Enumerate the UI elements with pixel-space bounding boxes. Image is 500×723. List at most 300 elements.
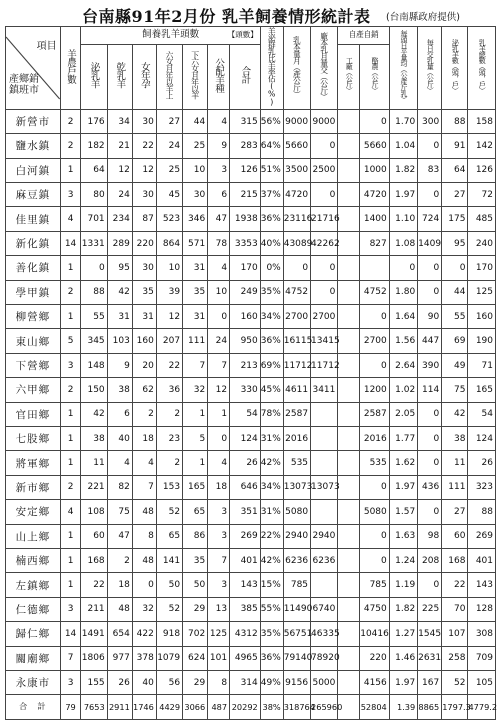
cell-processing bbox=[338, 402, 360, 426]
cell-farms: 1 bbox=[60, 402, 81, 426]
cell-daily-avg: 1.02 bbox=[389, 378, 417, 402]
cell-daily-avg: 1.62 bbox=[389, 451, 417, 475]
cell-bucks: 47 bbox=[208, 207, 230, 231]
cell-farms: 5 bbox=[60, 329, 81, 353]
cell-dry: 26 bbox=[107, 670, 132, 694]
cell-bucks: 7 bbox=[208, 353, 230, 377]
cell-pregnant: 2 bbox=[132, 402, 156, 426]
cell-production: 5080 bbox=[283, 500, 310, 524]
header-factory-delivery: 廠本乳月量交（公斤） bbox=[311, 27, 338, 110]
cell-production: 9156 bbox=[283, 670, 310, 694]
cell-total-head: 165 bbox=[468, 378, 496, 402]
cell-farms: 4 bbox=[60, 207, 81, 231]
cell-under6: 29 bbox=[183, 670, 208, 694]
cell-production: 2940 bbox=[283, 524, 310, 548]
cell-dairy: 2700 bbox=[360, 329, 390, 353]
cell-over6: 22 bbox=[156, 353, 182, 377]
cell-daily-avg: 1.10 bbox=[389, 207, 417, 231]
cell-total: 314 bbox=[230, 670, 261, 694]
cell-farms: 1 bbox=[60, 256, 81, 280]
cell-bucks: 101 bbox=[208, 646, 230, 670]
cell-bucks: 78 bbox=[208, 231, 230, 255]
statistics-table bbox=[5, 26, 496, 720]
cell-under6: 86 bbox=[183, 524, 208, 548]
cell-daily-avg: 1.46 bbox=[389, 646, 417, 670]
cell-factory: 2700 bbox=[311, 305, 338, 329]
cell-pregnant: 62 bbox=[132, 378, 156, 402]
cell-over6: 1079 bbox=[156, 646, 182, 670]
cell-over6: 153 bbox=[156, 475, 182, 499]
cell-total: 385 bbox=[230, 597, 261, 621]
cell-ratio: 42% bbox=[260, 451, 283, 475]
cell-dairy bbox=[360, 256, 390, 280]
cell-processing bbox=[338, 548, 360, 572]
table-row bbox=[6, 256, 496, 280]
cell-name: 白河鎮 bbox=[6, 158, 61, 182]
cell-under6: 571 bbox=[183, 231, 208, 255]
cell-daily-avg: 1.08 bbox=[389, 231, 417, 255]
cell-factory bbox=[311, 573, 338, 597]
cell-factory: 3411 bbox=[311, 378, 338, 402]
cell-production: 4752 bbox=[283, 280, 310, 304]
header-dairy-farm: 酪農（公斤） bbox=[360, 44, 390, 109]
cell-bucks: 0 bbox=[208, 305, 230, 329]
cell-daily-avg: 1.27 bbox=[389, 622, 417, 646]
cell-bucks: 3 bbox=[208, 573, 230, 597]
cell-daily-avg: 1.63 bbox=[389, 524, 417, 548]
cell-bucks: 487 bbox=[208, 695, 230, 719]
table-row bbox=[6, 183, 496, 207]
cell-pregnant: 378 bbox=[132, 646, 156, 670]
cell-under6: 30 bbox=[183, 183, 208, 207]
table-row bbox=[6, 231, 496, 255]
cell-production: 2700 bbox=[283, 305, 310, 329]
page-title: 台南縣91年2月份 乳羊飼養情形統計表 bbox=[82, 7, 371, 26]
cell-ratio: 56% bbox=[260, 109, 283, 133]
cell-daily-delivery: 0 bbox=[418, 426, 442, 450]
cell-total: 160 bbox=[230, 305, 261, 329]
cell-dry: 47 bbox=[107, 524, 132, 548]
cell-ratio: 36% bbox=[260, 329, 283, 353]
cell-name: 東山鄉 bbox=[6, 329, 61, 353]
header-total: 合計 bbox=[230, 44, 261, 109]
cell-total: 54 bbox=[230, 402, 261, 426]
cell-pregnant: 48 bbox=[132, 500, 156, 524]
cell-milking: 108 bbox=[81, 500, 107, 524]
cell-production: 6236 bbox=[283, 548, 310, 572]
cell-production: 785 bbox=[283, 573, 310, 597]
cell-pregnant: 30 bbox=[132, 256, 156, 280]
source-note: (台南縣政府提供) bbox=[386, 12, 460, 23]
cell-farms: 79 bbox=[60, 695, 81, 719]
cell-over6: 523 bbox=[156, 207, 182, 231]
cell-factory: 0 bbox=[311, 256, 338, 280]
header-daily-avg: 毎頭日平量均（公產斤乳） bbox=[389, 27, 417, 110]
cell-pregnant: 20 bbox=[132, 353, 156, 377]
table-row bbox=[6, 158, 496, 182]
cell-pregnant: 30 bbox=[132, 183, 156, 207]
cell-daily-delivery: 114 bbox=[418, 378, 442, 402]
cell-under6: 35 bbox=[183, 280, 208, 304]
cell-total: 401 bbox=[230, 548, 261, 572]
cell-over6: 4429 bbox=[156, 695, 182, 719]
cell-milk-head: 11 bbox=[442, 451, 468, 475]
cell-milking: 1491 bbox=[81, 622, 107, 646]
cell-daily-avg: 1.57 bbox=[389, 500, 417, 524]
cell-total: 1938 bbox=[230, 207, 261, 231]
cell-total-head: 158 bbox=[468, 109, 496, 133]
cell-milking: 88 bbox=[81, 280, 107, 304]
cell-production: 5660 bbox=[283, 134, 310, 158]
cell-total: 170 bbox=[230, 256, 261, 280]
cell-daily-avg: 0 bbox=[389, 256, 417, 280]
cell-pregnant: 40 bbox=[132, 670, 156, 694]
cell-farms: 1 bbox=[60, 451, 81, 475]
header-pregnant: 女年孕 bbox=[132, 44, 156, 109]
cell-daily-delivery: 0 bbox=[418, 451, 442, 475]
cell-production: 535 bbox=[283, 451, 310, 475]
cell-milking: 42 bbox=[81, 402, 107, 426]
cell-farms: 7 bbox=[60, 646, 81, 670]
cell-ratio: 31% bbox=[260, 500, 283, 524]
cell-daily-avg: 1.97 bbox=[389, 183, 417, 207]
cell-factory bbox=[311, 451, 338, 475]
header-over6: 六女月年以羊上 bbox=[156, 44, 182, 109]
cell-name: 歸仁鄉 bbox=[6, 622, 61, 646]
cell-daily-delivery: 2631 bbox=[418, 646, 442, 670]
cell-dairy: 0 bbox=[360, 475, 390, 499]
cell-under6: 111 bbox=[183, 329, 208, 353]
cell-bucks: 4 bbox=[208, 451, 230, 475]
cell-dry: 38 bbox=[107, 378, 132, 402]
cell-name: 佳里鎮 bbox=[6, 207, 61, 231]
cell-processing bbox=[338, 329, 360, 353]
cell-total: 20292 bbox=[230, 695, 261, 719]
header-unit: 【頭數】 bbox=[227, 30, 258, 39]
cell-dairy: 2016 bbox=[360, 426, 390, 450]
cell-under6: 346 bbox=[183, 207, 208, 231]
cell-dry: 654 bbox=[107, 622, 132, 646]
cell-milking: 182 bbox=[81, 134, 107, 158]
cell-dairy: 4720 bbox=[360, 183, 390, 207]
cell-milking: 38 bbox=[81, 426, 107, 450]
cell-processing bbox=[338, 378, 360, 402]
cell-under6: 624 bbox=[183, 646, 208, 670]
cell-milking: 64 bbox=[81, 158, 107, 182]
cell-farms: 4 bbox=[60, 500, 81, 524]
cell-total-head: 71 bbox=[468, 353, 496, 377]
table-row bbox=[6, 670, 496, 694]
table-row bbox=[6, 305, 496, 329]
cell-processing bbox=[338, 524, 360, 548]
cell-bucks: 12 bbox=[208, 378, 230, 402]
cell-dairy: 535 bbox=[360, 451, 390, 475]
cell-dry: 82 bbox=[107, 475, 132, 499]
cell-ratio: 40% bbox=[260, 231, 283, 255]
cell-dairy: 4752 bbox=[360, 280, 390, 304]
cell-total: 646 bbox=[230, 475, 261, 499]
cell-factory: 2500 bbox=[311, 158, 338, 182]
cell-over6: 36 bbox=[156, 378, 182, 402]
cell-over6: 2 bbox=[156, 402, 182, 426]
cell-ratio: 42% bbox=[260, 548, 283, 572]
cell-ratio: 34% bbox=[260, 305, 283, 329]
cell-dairy: 5660 bbox=[360, 134, 390, 158]
cell-total-head: 269 bbox=[468, 524, 496, 548]
table-row bbox=[6, 573, 496, 597]
cell-daily-delivery: 0 bbox=[418, 402, 442, 426]
cell-farms: 1 bbox=[60, 426, 81, 450]
cell-dry: 6 bbox=[107, 402, 132, 426]
cell-milk-head: 27 bbox=[442, 500, 468, 524]
cell-pregnant: 18 bbox=[132, 426, 156, 450]
cell-total: 124 bbox=[230, 426, 261, 450]
cell-total-head: 485 bbox=[468, 207, 496, 231]
cell-pregnant: 35 bbox=[132, 280, 156, 304]
cell-production: 23116 bbox=[283, 207, 310, 231]
cell-dairy: 0 bbox=[360, 109, 390, 133]
cell-over6: 864 bbox=[156, 231, 182, 255]
cell-production: 0 bbox=[283, 256, 310, 280]
header-bucks: 公配羊種 bbox=[208, 44, 230, 109]
cell-daily-delivery: 98 bbox=[418, 524, 442, 548]
cell-total: 3353 bbox=[230, 231, 261, 255]
cell-daily-delivery: 167 bbox=[418, 670, 442, 694]
cell-pregnant: 1746 bbox=[132, 695, 156, 719]
cell-production: 4611 bbox=[283, 378, 310, 402]
table-row bbox=[6, 109, 496, 133]
header-group-sheep-count bbox=[81, 27, 260, 45]
cell-daily-delivery: 225 bbox=[418, 597, 442, 621]
cell-ratio: 38% bbox=[260, 695, 283, 719]
cell-daily-avg: 1.82 bbox=[389, 158, 417, 182]
cell-farms: 2 bbox=[60, 134, 81, 158]
cell-dry: 2 bbox=[107, 548, 132, 572]
title-row bbox=[0, 0, 500, 26]
cell-processing bbox=[338, 573, 360, 597]
cell-total: 26 bbox=[230, 451, 261, 475]
cell-milk-head: 88 bbox=[442, 109, 468, 133]
cell-factory: 42262 bbox=[311, 231, 338, 255]
cell-total-head: 54 bbox=[468, 402, 496, 426]
cell-name: 柳營鄉 bbox=[6, 305, 61, 329]
cell-processing bbox=[338, 597, 360, 621]
cell-factory: 0 bbox=[311, 280, 338, 304]
header-under6: 下六女月年以羊 bbox=[183, 44, 208, 109]
cell-name: 鹽水鎮 bbox=[6, 134, 61, 158]
cell-total: 269 bbox=[230, 524, 261, 548]
cell-daily-delivery: 724 bbox=[418, 207, 442, 231]
cell-pregnant: 0 bbox=[132, 573, 156, 597]
cell-name: 仁德鄉 bbox=[6, 597, 61, 621]
cell-daily-avg: 1.70 bbox=[389, 109, 417, 133]
header-total-head: 乳羊總數（頭，戶） bbox=[468, 27, 496, 110]
cell-milk-head: 107 bbox=[442, 622, 468, 646]
cell-total: 351 bbox=[230, 500, 261, 524]
cell-ratio: 55% bbox=[260, 597, 283, 621]
cell-milk-head: 69 bbox=[442, 329, 468, 353]
cell-dairy: 0 bbox=[360, 353, 390, 377]
cell-milking: 155 bbox=[81, 670, 107, 694]
cell-over6: 141 bbox=[156, 548, 182, 572]
cell-factory: 78920 bbox=[311, 646, 338, 670]
cell-processing bbox=[338, 426, 360, 450]
cell-name: 楠西鄉 bbox=[6, 548, 61, 572]
cell-processing bbox=[338, 305, 360, 329]
cell-dairy: 785 bbox=[360, 573, 390, 597]
table-row bbox=[6, 451, 496, 475]
cell-processing bbox=[338, 256, 360, 280]
cell-milk-head: 38 bbox=[442, 426, 468, 450]
cell-dairy: 827 bbox=[360, 231, 390, 255]
cell-milking: 0 bbox=[81, 256, 107, 280]
cell-milk-head: 258 bbox=[442, 646, 468, 670]
cell-bucks: 3 bbox=[208, 524, 230, 548]
table-row bbox=[6, 500, 496, 524]
cell-name: 左鎮鄉 bbox=[6, 573, 61, 597]
cell-processing bbox=[338, 134, 360, 158]
cell-name: 永康市 bbox=[6, 670, 61, 694]
cell-total: 315 bbox=[230, 109, 261, 133]
cell-farms: 1 bbox=[60, 573, 81, 597]
cell-factory bbox=[311, 402, 338, 426]
cell-total: 283 bbox=[230, 134, 261, 158]
cell-milk-head: 75 bbox=[442, 378, 468, 402]
cell-daily-avg: 2.64 bbox=[389, 353, 417, 377]
table-body bbox=[6, 109, 496, 719]
cell-total: 126 bbox=[230, 158, 261, 182]
cell-ratio: 45% bbox=[260, 378, 283, 402]
cell-daily-delivery: 0 bbox=[418, 134, 442, 158]
cell-daily-delivery: 300 bbox=[418, 109, 442, 133]
cell-ratio: 22% bbox=[260, 524, 283, 548]
corner-header bbox=[6, 27, 61, 110]
cell-total-head: 26 bbox=[468, 451, 496, 475]
cell-total-head: 128 bbox=[468, 597, 496, 621]
cell-dry: 40 bbox=[107, 426, 132, 450]
cell-dairy: 2587 bbox=[360, 402, 390, 426]
cell-daily-delivery: 0 bbox=[418, 500, 442, 524]
cell-under6: 25 bbox=[183, 134, 208, 158]
cell-total-head: 190 bbox=[468, 329, 496, 353]
cell-factory: 5000 bbox=[311, 670, 338, 694]
cell-milking: 11 bbox=[81, 451, 107, 475]
cell-dry: 9 bbox=[107, 353, 132, 377]
cell-under6: 1 bbox=[183, 451, 208, 475]
cell-pregnant: 4 bbox=[132, 451, 156, 475]
cell-dry: 289 bbox=[107, 231, 132, 255]
corner-top-label: 項目 bbox=[36, 40, 57, 52]
cell-name: 將軍鄉 bbox=[6, 451, 61, 475]
cell-daily-avg: 1.80 bbox=[389, 280, 417, 304]
cell-pregnant: 22 bbox=[132, 134, 156, 158]
cell-under6: 7 bbox=[183, 353, 208, 377]
cell-production: 16115 bbox=[283, 329, 310, 353]
cell-farms: 3 bbox=[60, 597, 81, 621]
cell-ratio: 51% bbox=[260, 158, 283, 182]
cell-processing bbox=[338, 231, 360, 255]
cell-milk-head: 168 bbox=[442, 548, 468, 572]
cell-daily-avg: 1.64 bbox=[389, 305, 417, 329]
table-row bbox=[6, 597, 496, 621]
header-ratio: 羊泌群乳比羊率佔(%) bbox=[260, 27, 283, 110]
cell-over6: 25 bbox=[156, 158, 182, 182]
cell-over6: 52 bbox=[156, 597, 182, 621]
cell-name: 合 計 bbox=[6, 695, 61, 719]
cell-milking: 1806 bbox=[81, 646, 107, 670]
cell-dry: 12 bbox=[107, 158, 132, 182]
cell-daily-delivery: 390 bbox=[418, 353, 442, 377]
cell-name: 新市鄉 bbox=[6, 475, 61, 499]
cell-factory bbox=[311, 426, 338, 450]
cell-daily-avg: 2.05 bbox=[389, 402, 417, 426]
header-dry: 乾乳羊 bbox=[107, 44, 132, 109]
cell-pregnant: 12 bbox=[132, 158, 156, 182]
cell-milk-head: 22 bbox=[442, 573, 468, 597]
cell-under6: 10 bbox=[183, 158, 208, 182]
cell-factory: 2940 bbox=[311, 524, 338, 548]
cell-dairy: 1000 bbox=[360, 158, 390, 182]
cell-processing bbox=[338, 646, 360, 670]
cell-milking: 701 bbox=[81, 207, 107, 231]
cell-total-head: 126 bbox=[468, 158, 496, 182]
cell-bucks: 125 bbox=[208, 622, 230, 646]
cell-milk-head: 1797.3 bbox=[442, 695, 468, 719]
cell-over6: 10 bbox=[156, 256, 182, 280]
cell-dairy: 4156 bbox=[360, 670, 390, 694]
cell-production: 11490 bbox=[283, 597, 310, 621]
cell-ratio: 0% bbox=[260, 256, 283, 280]
cell-milking: 148 bbox=[81, 353, 107, 377]
cell-processing bbox=[338, 207, 360, 231]
cell-production: 79140 bbox=[283, 646, 310, 670]
cell-farms: 2 bbox=[60, 280, 81, 304]
cell-milk-head: 111 bbox=[442, 475, 468, 499]
cell-total: 143 bbox=[230, 573, 261, 597]
cell-factory: 265960 bbox=[311, 695, 338, 719]
cell-bucks: 10 bbox=[208, 280, 230, 304]
cell-total: 330 bbox=[230, 378, 261, 402]
cell-under6: 65 bbox=[183, 500, 208, 524]
cell-processing bbox=[338, 451, 360, 475]
cell-farms: 2 bbox=[60, 109, 81, 133]
cell-milk-head: 64 bbox=[442, 158, 468, 182]
cell-factory: 13415 bbox=[311, 329, 338, 353]
cell-under6: 1 bbox=[183, 402, 208, 426]
cell-daily-avg: 1.82 bbox=[389, 597, 417, 621]
cell-bucks: 13 bbox=[208, 597, 230, 621]
cell-pregnant: 32 bbox=[132, 597, 156, 621]
cell-total-head: 401 bbox=[468, 548, 496, 572]
cell-under6: 44 bbox=[183, 109, 208, 133]
cell-dry: 2911 bbox=[107, 695, 132, 719]
table-row bbox=[6, 207, 496, 231]
cell-over6: 52 bbox=[156, 500, 182, 524]
cell-dry: 42 bbox=[107, 280, 132, 304]
cell-daily-delivery: 0 bbox=[418, 573, 442, 597]
cell-pregnant: 422 bbox=[132, 622, 156, 646]
cell-daily-delivery: 0 bbox=[418, 256, 442, 280]
cell-processing bbox=[338, 353, 360, 377]
cell-daily-avg: 1.97 bbox=[389, 670, 417, 694]
cell-total-head: 308 bbox=[468, 622, 496, 646]
cell-milk-head: 91 bbox=[442, 134, 468, 158]
cell-factory: 6236 bbox=[311, 548, 338, 572]
cell-daily-delivery: 83 bbox=[418, 158, 442, 182]
cell-production: 9000 bbox=[283, 109, 310, 133]
cell-milking: 55 bbox=[81, 305, 107, 329]
cell-ratio: 49% bbox=[260, 670, 283, 694]
